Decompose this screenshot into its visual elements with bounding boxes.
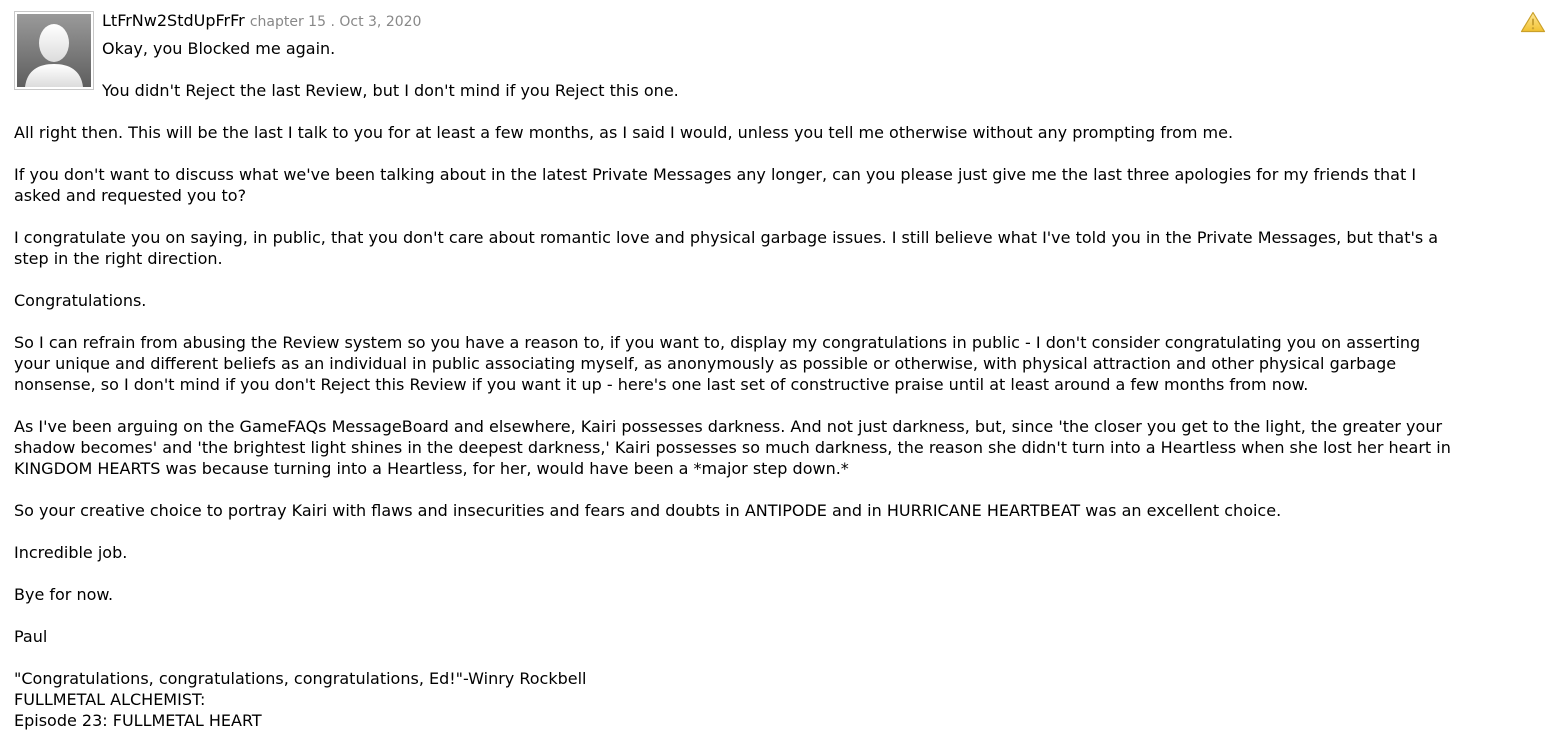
review-line: I congratulate you on saying, in public, that you don't care about romantic love and physical garbage issues. I still believe what I've told you in the Private Messages, but that's a — [14, 228, 1439, 247]
review-line: nonsense, so I don't mind if you don't Reject this Review if you want it up - here's one last set of constructive praise until at least around a few months from now. — [14, 375, 1309, 394]
review-line: All right then. This will be the last I talk to you for at least a few months, as I said I would, unless you tell me otherwise without any prompting from me. — [14, 123, 1234, 142]
review-line: As I've been arguing on the GameFAQs MessageBoard and elsewhere, Kairi possesses darkness. And not just darkness, but, since 'the closer you get to the light, the greater your — [14, 417, 1443, 436]
review-date: Oct 3, 2020 — [339, 14, 422, 30]
review-line: asked and requested you to? — [14, 186, 247, 205]
review-line: Paul — [14, 627, 48, 646]
report-button[interactable] — [1520, 11, 1546, 33]
chapter-label: chapter 15 — [249, 14, 326, 30]
review-line: FULLMETAL ALCHEMIST: — [14, 690, 206, 709]
review-line: shadow becomes' and 'the brightest light shines in the deepest darkness,' Kairi possesses so much darkness, the reason she didn't turn into a Heartless when she lost her heart in — [14, 438, 1451, 457]
review-line: your unique and different beliefs as an individual in public associating myself, as anonymously as possible or otherwise, with physical attraction and other physical garbage — [14, 354, 1397, 373]
review-line: So your creative choice to portray Kairi with flaws and insecurities and fears and doubts in ANTIPODE and in HURRICANE HEARTBEAT was an excellent choice. — [14, 501, 1282, 520]
author-link[interactable]: LtFrNw2StdUpFrFr — [102, 11, 245, 30]
meta-separator: . — [326, 14, 340, 30]
review-meta — [250, 14, 422, 30]
review-header — [102, 10, 421, 33]
review-line: Incredible job. — [14, 543, 128, 562]
review-line: Okay, you Blocked me again. — [102, 39, 336, 58]
avatar — [14, 11, 94, 90]
review-line: Congratulations. — [14, 291, 147, 310]
review-line: If you don't want to discuss what we've been talking about in the latest Private Messages any longer, can you please just give me the last three apologies for my friends that I — [14, 165, 1417, 184]
review-line: You didn't Reject the last Review, but I don't mind if you Reject this one. — [102, 81, 679, 100]
default-user-silhouette-icon — [17, 14, 91, 87]
review-line: KINGDOM HEARTS was because turning into a Heartless, for her, would have been a *major step down.* — [14, 459, 849, 478]
warning-triangle-icon — [1520, 11, 1546, 33]
review-line: So I can refrain from abusing the Review system so you have a reason to, if you want to, display my congratulations in public - I don't consider congratulating you on asserting — [14, 333, 1421, 352]
review-line: step in the right direction. — [14, 249, 223, 268]
review-line: Bye for now. — [14, 585, 114, 604]
review-line: "Congratulations, congratulations, congratulations, Ed!"-Winry Rockbell — [14, 669, 587, 688]
review-line: Episode 23: FULLMETAL HEART — [14, 711, 262, 730]
